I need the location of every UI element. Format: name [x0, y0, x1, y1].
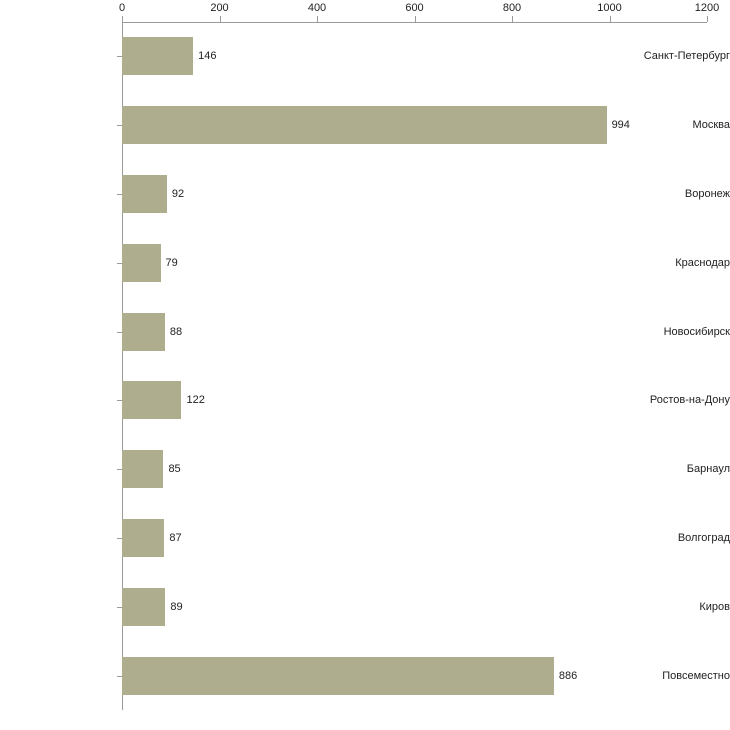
bar-value-label: 122 [186, 394, 205, 407]
bar[interactable] [122, 588, 165, 626]
bar[interactable] [122, 37, 193, 75]
x-tick-label: 1200 [694, 2, 720, 14]
bar[interactable] [122, 450, 163, 488]
bar[interactable] [122, 175, 167, 213]
category-label: Новосибирск [663, 325, 730, 338]
bar[interactable] [122, 657, 554, 695]
bar-value-label: 85 [168, 463, 181, 476]
bar-value-label: 79 [165, 256, 178, 269]
x-tick-mark [707, 16, 708, 22]
bar[interactable] [122, 381, 181, 419]
x-tick-label: 200 [210, 2, 229, 14]
category-label: Барнаул [686, 463, 730, 476]
category-label: Ростов-на-Дону [649, 394, 730, 407]
bar[interactable] [122, 244, 161, 282]
category-label: Повсеместно [662, 669, 730, 682]
category-label: Москва [692, 119, 730, 132]
category-label: Воронеж [684, 188, 730, 200]
category-label: Санкт-Петербург [643, 50, 730, 63]
x-tick-label: 1000 [597, 2, 622, 14]
bar-value-label: 88 [169, 325, 183, 338]
bar-value-label: 146 [198, 50, 217, 63]
x-tick-label: 600 [405, 2, 424, 14]
bar[interactable] [122, 106, 607, 144]
bar-value-label: 994 [611, 119, 630, 132]
bar-value-label: 92 [171, 188, 185, 200]
bar-value-label: 886 [558, 669, 578, 682]
x-tick-label: 800 [502, 2, 522, 14]
bar[interactable] [122, 313, 165, 351]
bar[interactable] [122, 519, 164, 557]
category-label: Киров [699, 600, 730, 613]
category-label: Краснодар [675, 256, 730, 269]
plot-area [122, 22, 707, 710]
bar-value-label: 89 [170, 600, 183, 613]
bar-value-label: 87 [169, 532, 182, 544]
category-label: Волгоград [677, 532, 730, 544]
x-tick-label: 0 [118, 2, 126, 14]
x-tick-label: 400 [307, 2, 327, 14]
